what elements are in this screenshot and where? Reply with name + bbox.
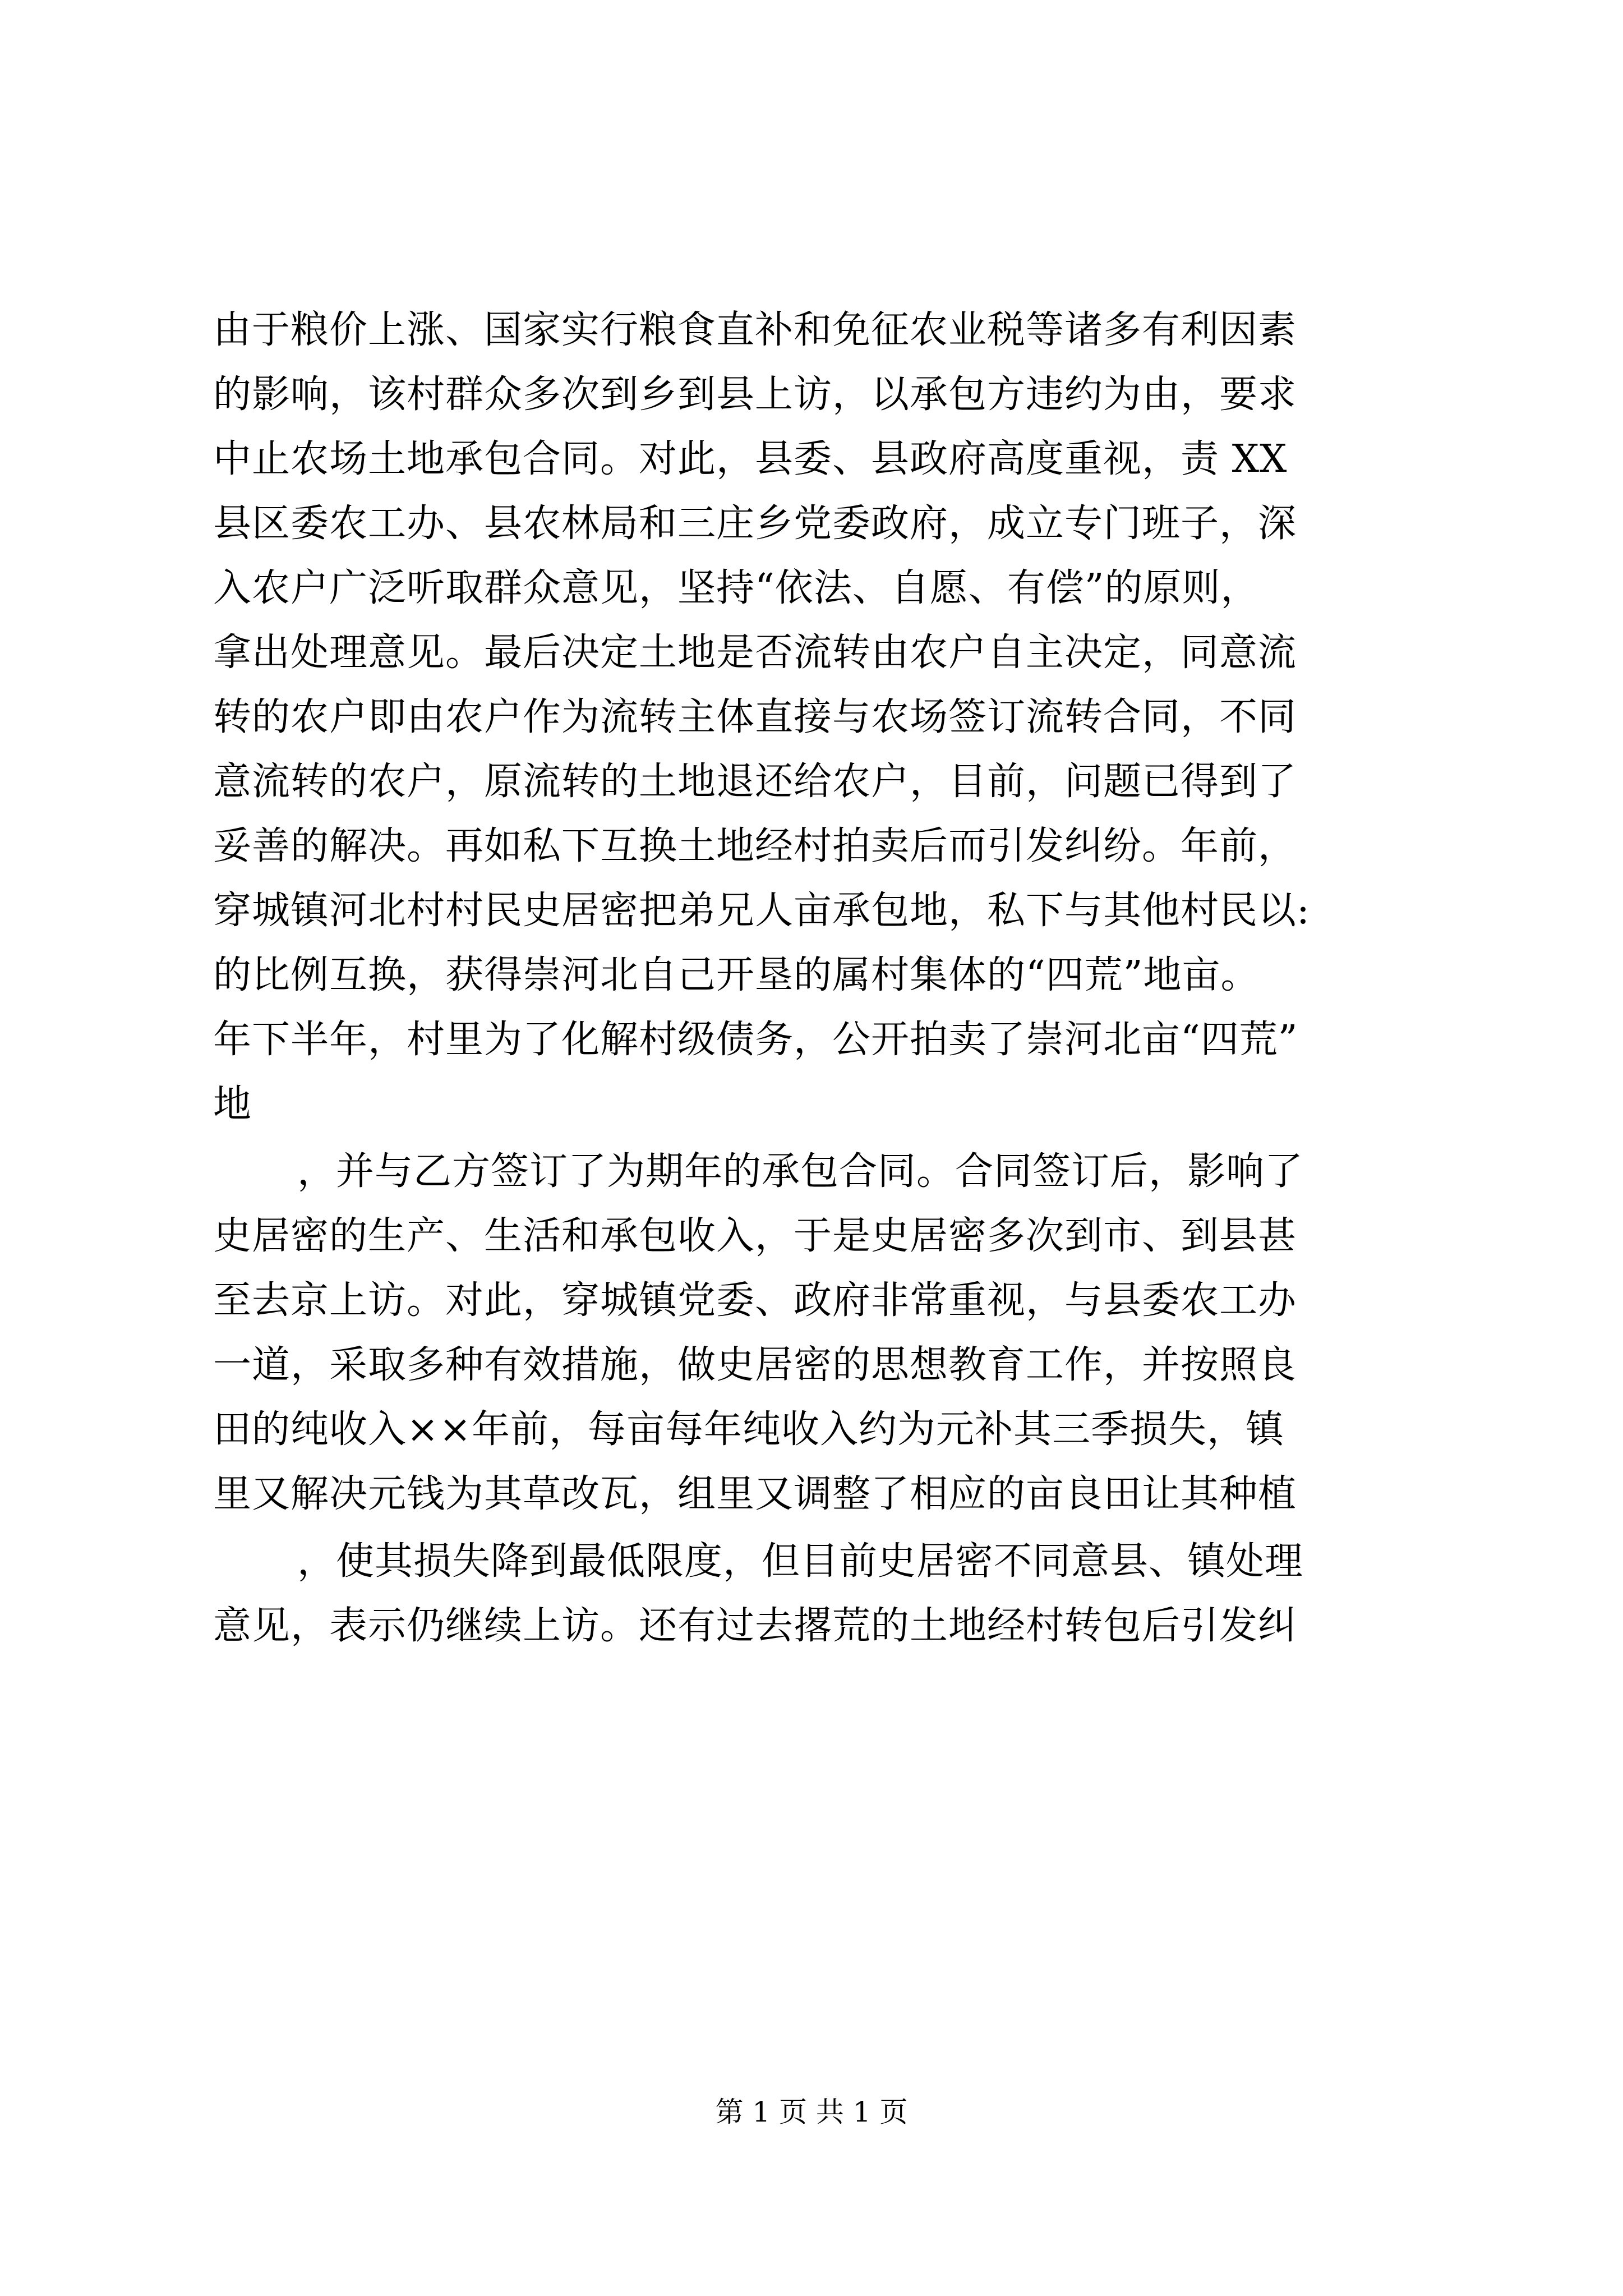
text-line: 年下半年，村里为了化解村级债务，公开拍卖了崇河北亩“四荒” — [213, 1018, 1298, 1062]
text-line: 拿出处理意见。最后决定土地是否流转由农户自主决定，同意流 — [213, 631, 1297, 675]
text-line: 的影响，该村群众多次到乡到县上访，以承包方违约为由，要求 — [213, 372, 1297, 417]
page-number-footer: 第 1 页 共 1 页 — [715, 2096, 908, 2128]
text-line: 里又解决元钱为其草改瓦，组里又调整了相应的亩良田让其种植 — [213, 1472, 1297, 1516]
text-line: 意流转的农户，原流转的土地退还给农户，目前，问题已得到了 — [213, 760, 1297, 804]
text-line: 的比例互换，获得崇河北自己开垦的属村集体的“四荒”地亩。 — [213, 953, 1260, 997]
text-line: 入农户广泛听取群众意见，坚持“依法、自愿、有偿”的原则， — [213, 566, 1260, 610]
text-line: 中止农场土地承包合同。对此，县委、县政府高度重视，责 XX — [213, 437, 1288, 481]
text-line: ，并与乙方签订了为期年的承包合同。合同签订后，影响了 — [297, 1149, 1304, 1194]
text-line: 史居密的生产、生活和承包收入，于是史居密多次到市、到县甚 — [213, 1214, 1297, 1258]
text-line: 穿城镇河北村村民史居密把弟兄人亩承包地，私下与其他村民以: — [213, 889, 1310, 933]
text-line: 田的纯收入××年前，每亩每年纯收入约为元补其三季损失，镇 — [213, 1407, 1284, 1452]
text-line: ，使其损失降到最低限度，但目前史居密不同意县、镇处理 — [297, 1539, 1304, 1584]
text-line: 一道，采取多种有效措施，做史居密的思想教育工作，并按照良 — [213, 1343, 1297, 1387]
text-line: 由于粮价上涨、国家实行粮食直补和免征农业税等诸多有利因素 — [213, 308, 1297, 352]
text-line: 意见，表示仍继续上访。还有过去撂荒的土地经村转包后引发纠 — [213, 1604, 1297, 1648]
text-line: 转的农户即由农户作为流转主体直接与农场签订流转合同，不同 — [213, 695, 1297, 739]
text-line: 县区委农工办、县农林局和三庄乡党委政府，成立专门班子，深 — [213, 501, 1297, 546]
text-line: 地 — [213, 1082, 252, 1126]
text-line: 妥善的解决。再如私下互换土地经村拍卖后而引发纠纷。年前， — [213, 824, 1297, 868]
text-line: 至去京上访。对此，穿城镇党委、政府非常重视，与县委农工办 — [213, 1278, 1297, 1323]
